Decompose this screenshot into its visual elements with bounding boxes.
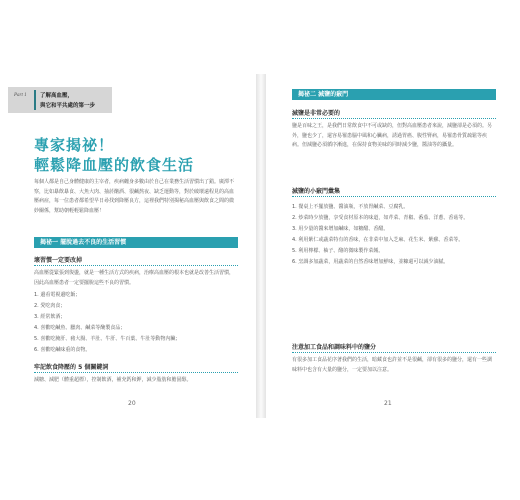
- list-item: 6. 烹調多加蔬菜，用蔬菜的自然香味增加鮮味，並糠還可以減少油膩。: [292, 259, 449, 265]
- list-item: 4. 喜歡吃鹹魚、臘肉、鹹菜等醃製食品；: [34, 325, 126, 331]
- book-gutter: [256, 74, 266, 418]
- section-bar-1: 揭祕一 擺脫過去不良的生活習慣: [34, 237, 238, 248]
- salt-paragraph: 鹽是百味之王，是我們日常飲食中不可或缺的，但對高血壓患者來說，減鹽卻是必須的。另外，鹽也少了，還容易罹患腦中風和心臟病，誘過胃癌、腹性腎病，易罹患骨質疏鬆等疾病。但減鹽必須循序漸進，在保持食物美味的同時減少鹽，醬油等的攝量。: [292, 123, 493, 148]
- intro-paragraph: 每個人都是自己身體健康的主宰者，疾病纏身多數由於自己在業務生活習慣出了錯。廣潭不察，比如暴飲暴食、大魚大肉、抽菸酗酒、很鹹熬夜、缺乏運動等，對於破壞遠程見的高血壓病症，每一位患者都希望早日尋找到降壓良方，這裡我們特別揭秘高血壓與飲食之間的微妙關係，幫助朝輕輕鬆降血壓！: [34, 179, 235, 214]
- list-item: 1. 邊看電視邊吃飯；: [34, 292, 81, 298]
- tips-heading: 減鹽的小竅門彙集: [292, 188, 341, 195]
- sauce-paragraph: 有很多加工食品花序著我們的生活，暗藏食也許並不是很鹹，卻有很多的鹽分，還有一些調味料中也含有大量的鹽分，一定要加以注意。: [292, 357, 493, 373]
- keywords-heading: 牢記飲食降壓的 5 個關鍵詞: [34, 364, 109, 371]
- habit-heading: 壞習慣一定要改掉: [34, 257, 83, 264]
- page-number-right: 21: [384, 400, 392, 407]
- list-item: 2. 愛吃肉食；: [34, 303, 66, 309]
- habit-list: [34, 290, 180, 356]
- part-title-line1: 了解高血壓，: [40, 93, 74, 99]
- list-item: 1. 餐桌上不擺放鹽、醬油瓶，不放胃鹹菜、豆腐乳。: [292, 204, 409, 210]
- headline-line1: 專家揭祕！: [34, 136, 115, 154]
- headline-line2: 輕鬆降血壓的飲食生活: [34, 156, 195, 174]
- list-item: 5. 喜歡吃腌肝、豬大腸、羊肚、牛肝、牛百葉、牛肚等動物內臟；: [34, 336, 181, 342]
- keywords-paragraph: 減糖、減肥（體重超標），控制飲酒，補充鈣和鉀，減少脂肪和膽固醇。: [34, 377, 192, 383]
- list-item: 5. 利用檸檬、柚子、酪的微味製作菜餚。: [292, 248, 384, 254]
- part-band: [8, 87, 112, 113]
- part-title-line2: 與它和平共處的第一步: [40, 103, 96, 109]
- section-bar-2: 揭祕二 減鹽的竅門: [292, 89, 496, 100]
- right-page: [266, 74, 514, 418]
- keywords-heading-rule: [34, 372, 238, 373]
- list-item: 2. 炒菜時少放鹽，享受食材原本的味道，如芹菜、青椒、番茄、洋蔥、香菇等。: [292, 215, 469, 221]
- habit-heading-rule: [34, 265, 238, 266]
- part-label: Part 1: [14, 93, 27, 98]
- list-item: 3. 經常飲酒；: [34, 314, 66, 320]
- sauce-heading: 注意加工食品和調味料中的鹽分: [292, 344, 377, 351]
- salt-heading-rule: [292, 118, 496, 119]
- habit-paragraph: 高血壓從緊張到復盪，就是一種生活方式的疾病，治療高血壓的根本也就是改善生活習慣，因此高血壓患者一定要擺脫這些不良的習慣。: [34, 270, 235, 286]
- tips-heading-rule: [292, 196, 496, 197]
- list-item: 3. 用少量的醬來增加鹹味，如糖醋、香醋。: [292, 226, 389, 232]
- salt-heading: 減鹽是非常必要的: [292, 110, 341, 117]
- page-number-left: 20: [128, 400, 136, 407]
- tips-list: [292, 202, 496, 268]
- part-chip: [34, 90, 36, 110]
- book-spread: [8, 74, 514, 418]
- list-item: 6. 喜歡吃鹹味重的食物。: [34, 347, 91, 353]
- list-item: 4. 利用紫仁或蔬菜特有的香味，在非菜中加入芝麻、花生米、紫蘇、香菜等。: [292, 237, 464, 243]
- left-page: [8, 74, 256, 418]
- sauce-heading-rule: [292, 352, 496, 353]
